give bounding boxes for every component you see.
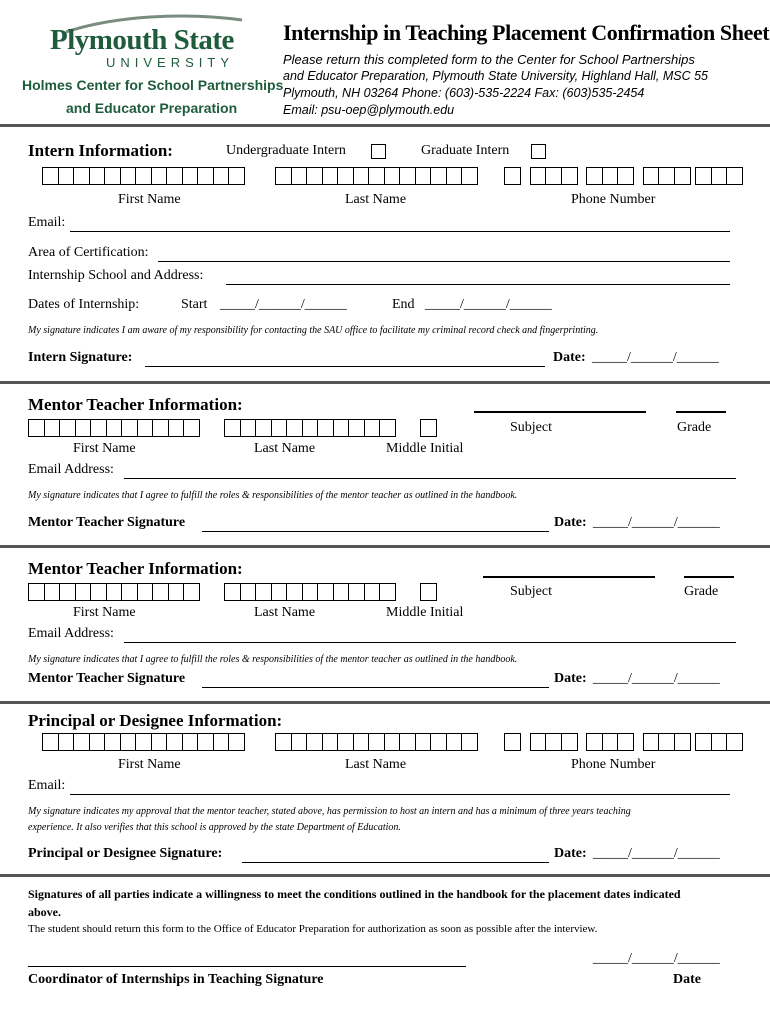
mentor2-last-name-label: Last Name	[254, 605, 316, 620]
intern-email-label: Email:	[28, 215, 66, 230]
mentor1-signature-note: My signature indicates that I agree to fulfill the roles & responsibilities of the mentor teacher as outlined in the handbook.	[28, 490, 518, 501]
intern-section-title: Intern Information:	[28, 141, 173, 160]
footer-bold-line1: Signatures of all parties indicate a willingness to meet the conditions outlined in the handbook for the placement dates indicated	[28, 887, 681, 901]
grad-checkbox[interactable]	[531, 144, 546, 159]
divider	[0, 874, 770, 877]
center-name-line2: and Educator Preparation	[66, 100, 238, 116]
principal-first-name-label: First Name	[118, 757, 181, 772]
grad-label: Graduate Intern	[421, 143, 510, 158]
mentor1-middle-label: Middle Initial	[386, 441, 464, 456]
mentor2-signature-field[interactable]	[202, 687, 549, 688]
mentor1-email-field[interactable]	[124, 478, 736, 479]
mentor1-signature-label: Mentor Teacher Signature	[28, 515, 186, 530]
end-label: End	[392, 297, 415, 312]
mentor2-date-field[interactable]: _____/______/______	[593, 671, 720, 686]
mentor2-last-name-boxes[interactable]	[224, 583, 395, 601]
mentor1-first-name-label: First Name	[73, 441, 136, 456]
principal-last-name-boxes[interactable]	[275, 733, 477, 751]
page-title: Internship in Teaching Placement Confirmation Sheet	[283, 20, 770, 45]
footer-instructions: The student should return this form to the Office of Educator Preparation for authorization as soon as possible after the interview.	[28, 923, 598, 935]
principal-phone-boxes[interactable]	[504, 733, 742, 751]
principal-email-label: Email:	[28, 778, 66, 793]
mentor1-date-field[interactable]: _____/______/______	[593, 515, 720, 530]
mentor1-grade-label: Grade	[677, 420, 712, 435]
center-name-line1: Holmes Center for School Partnerships	[22, 77, 284, 93]
intern-first-name-label: First Name	[118, 192, 181, 207]
principal-signature-field[interactable]	[242, 862, 549, 863]
start-date-field[interactable]: _____/______/______	[220, 297, 347, 312]
mentor2-grade-field[interactable]	[684, 576, 734, 578]
mentor1-subject-label: Subject	[510, 420, 552, 435]
intern-date-label: Date:	[553, 350, 586, 365]
mentor2-signature-note: My signature indicates that I agree to fulfill the roles & responsibilities of the mentor teacher as outlined in the handbook.	[28, 654, 518, 665]
mentor1-signature-field[interactable]	[202, 531, 549, 532]
school-address-label: Internship School and Address:	[28, 268, 204, 283]
mentor1-first-name-boxes[interactable]	[28, 419, 199, 437]
mentor1-email-label: Email Address:	[28, 462, 114, 477]
end-date-field[interactable]: _____/______/______	[425, 297, 552, 312]
principal-note-line2: experience. It also verifies that this school is approved by the state Department of Education.	[28, 822, 401, 833]
principal-date-label: Date:	[554, 846, 587, 861]
divider	[0, 381, 770, 384]
principal-first-name-boxes[interactable]	[42, 733, 244, 751]
undergrad-label: Undergraduate Intern	[226, 143, 346, 158]
principal-date-field[interactable]: _____/______/______	[593, 846, 720, 861]
principal-phone-label: Phone Number	[571, 757, 656, 772]
school-address-field[interactable]	[226, 284, 730, 285]
area-certification-label: Area of Certification:	[28, 245, 149, 260]
mentor2-subject-label: Subject	[510, 584, 552, 599]
intern-email-field[interactable]	[70, 231, 730, 232]
mentor2-section-title: Mentor Teacher Information:	[28, 559, 243, 578]
undergrad-checkbox[interactable]	[371, 144, 386, 159]
intern-signature-field[interactable]	[145, 366, 545, 367]
mentor2-date-label: Date:	[554, 671, 587, 686]
mentor2-middle-label: Middle Initial	[386, 605, 464, 620]
intern-last-name-boxes[interactable]	[275, 167, 477, 185]
mentor1-date-label: Date:	[554, 515, 587, 530]
start-label: Start	[181, 297, 208, 312]
intern-last-name-label: Last Name	[345, 192, 407, 207]
mentor2-grade-label: Grade	[684, 584, 719, 599]
intern-signature-label: Intern Signature:	[28, 350, 133, 365]
mentor2-email-field[interactable]	[124, 642, 736, 643]
mentor2-first-name-boxes[interactable]	[28, 583, 199, 601]
mentor2-email-label: Email Address:	[28, 626, 114, 641]
coordinator-date-field[interactable]: _____/______/______	[593, 951, 720, 966]
logo-name: Plymouth State	[50, 24, 234, 56]
principal-last-name-label: Last Name	[345, 757, 407, 772]
intern-phone-boxes[interactable]	[504, 167, 742, 185]
mentor1-last-name-label: Last Name	[254, 441, 316, 456]
mentor1-section-title: Mentor Teacher Information:	[28, 395, 243, 414]
mentor1-last-name-boxes[interactable]	[224, 419, 395, 437]
mentor2-first-name-label: First Name	[73, 605, 136, 620]
mentor1-grade-field[interactable]	[676, 411, 726, 413]
coordinator-signature-field[interactable]	[28, 966, 466, 967]
footer-bold-line2: above.	[28, 905, 61, 919]
area-certification-field[interactable]	[158, 261, 730, 262]
intern-first-name-boxes[interactable]	[42, 167, 244, 185]
mentor2-subject-field[interactable]	[483, 576, 655, 578]
instructions-line4: Email: psu-oep@plymouth.edu	[283, 103, 455, 117]
intern-date-field[interactable]: _____/______/______	[592, 350, 719, 365]
mentor2-signature-label: Mentor Teacher Signature	[28, 671, 186, 686]
coordinator-date-label: Date	[673, 972, 701, 987]
principal-section-title: Principal or Designee Information:	[28, 711, 283, 730]
principal-signature-label: Principal or Designee Signature:	[28, 846, 223, 861]
mentor2-middle-initial-box[interactable]	[420, 583, 436, 601]
divider	[0, 545, 770, 548]
principal-note-line1: My signature indicates my approval that the mentor teacher, stated above, has permission to host an intern and has a minimum of three years teaching	[28, 806, 631, 817]
logo-sub: UNIVERSITY	[106, 55, 235, 70]
instructions-line2: and Educator Preparation, Plymouth State University, Highland Hall, MSC 55	[283, 69, 708, 83]
instructions-line1: Please return this completed form to the Center for School Partnerships	[283, 52, 695, 67]
dates-label: Dates of Internship:	[28, 297, 140, 312]
principal-email-field[interactable]	[70, 794, 730, 795]
coordinator-signature-label: Coordinator of Internships in Teaching Signature	[28, 972, 324, 987]
instructions-line3: Plymouth, NH 03264 Phone: (603)-535-2224 Fax: (603)535-2454	[283, 86, 645, 100]
mentor1-subject-field[interactable]	[474, 411, 646, 413]
divider	[0, 124, 770, 127]
divider	[0, 701, 770, 704]
intern-signature-note: My signature indicates I am aware of my responsibility for contacting the SAU office to facilitate my criminal record check and fingerprinting.	[28, 325, 599, 336]
intern-phone-label: Phone Number	[571, 192, 656, 207]
mentor1-middle-initial-box[interactable]	[420, 419, 436, 437]
